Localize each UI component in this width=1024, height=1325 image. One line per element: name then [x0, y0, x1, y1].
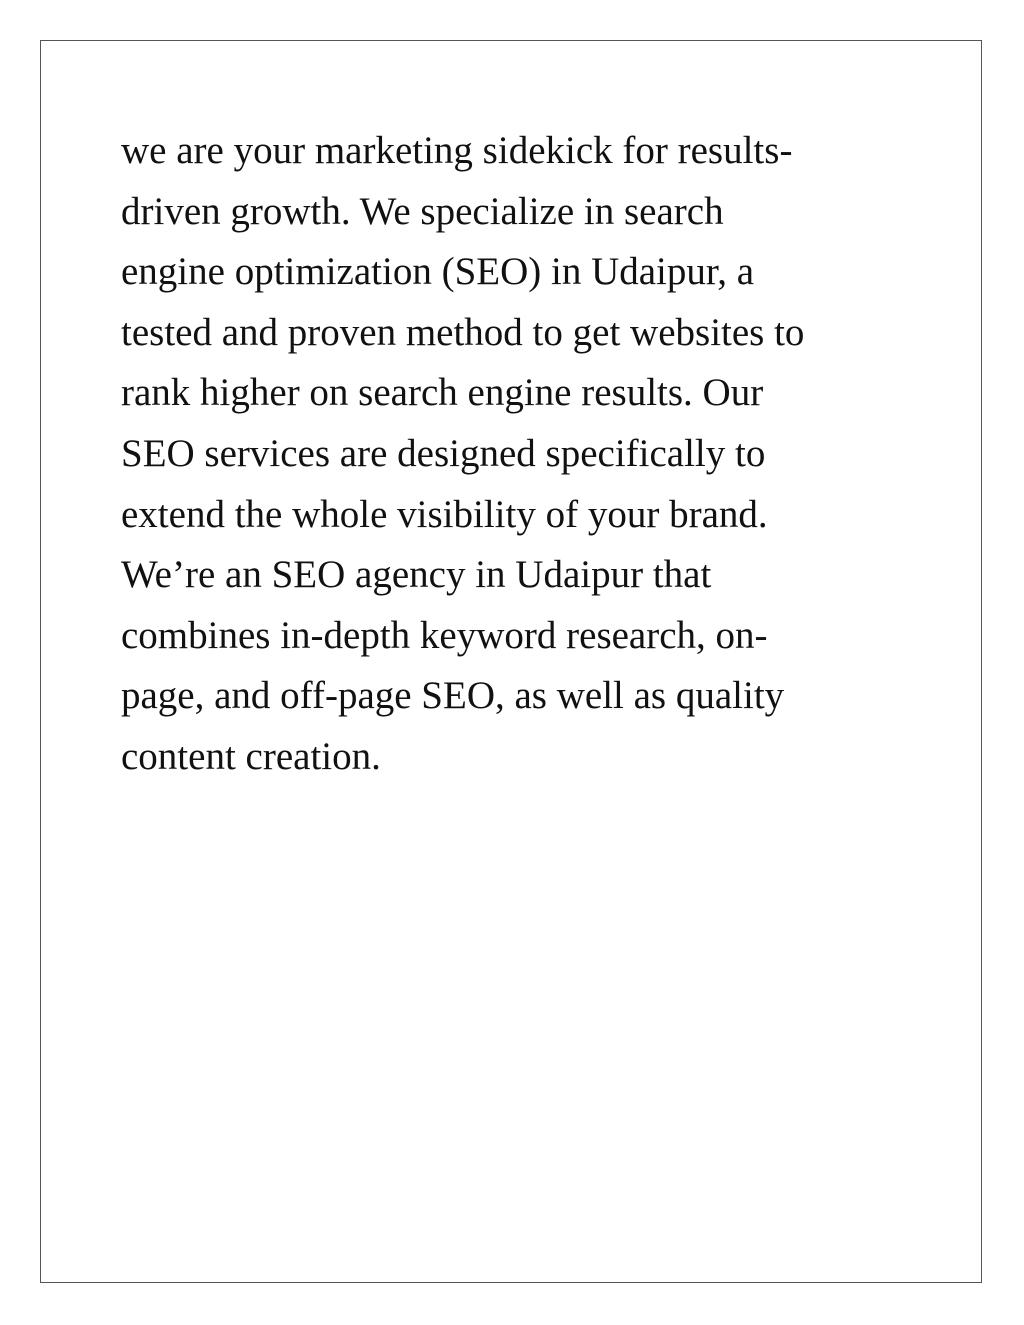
body-paragraph — [121, 121, 911, 788]
paragraph-line-4: tested and proven method to get websites to — [121, 310, 805, 354]
paragraph-line-10: page, and off-page SEO, as well as quality — [121, 674, 785, 718]
paragraph-line-2: driven growth. We specialize in search — [121, 189, 724, 233]
paragraph-line-7: extend the whole visibility of your brand. — [121, 492, 768, 536]
paragraph-line-3: engine optimization (SEO) in Udaipur, a — [121, 250, 755, 294]
paragraph-line-5: rank higher on search engine results. Our — [121, 371, 764, 415]
paragraph-line-1: we are your marketing sidekick for results- — [121, 129, 793, 172]
paragraph-line-6: SEO services are designed specifically to — [121, 431, 766, 475]
document-page — [40, 40, 982, 1283]
paragraph-line-8: We’re an SEO agency in Udaipur that — [121, 553, 712, 597]
paragraph-line-11: content creation. — [121, 734, 381, 778]
paragraph-line-9: combines in-depth keyword research, on- — [121, 613, 768, 657]
